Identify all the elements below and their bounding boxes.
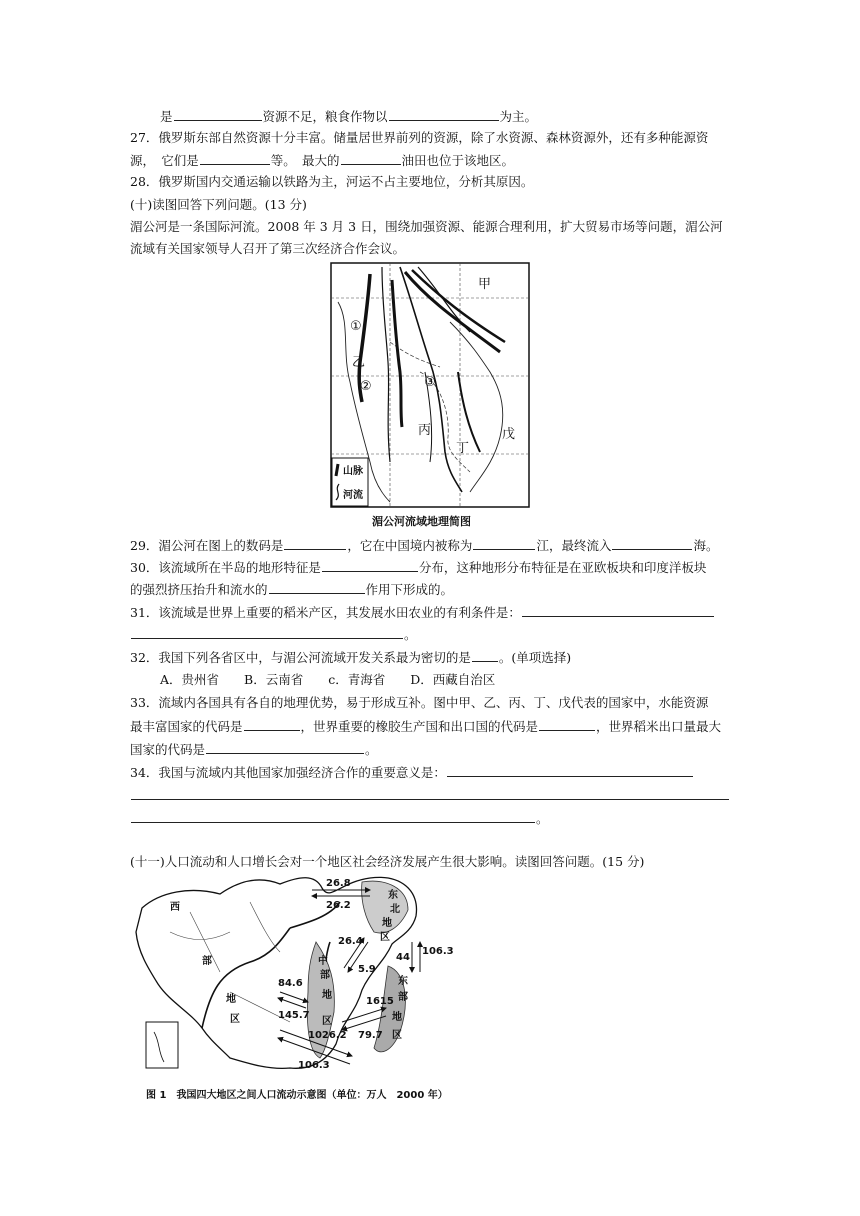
q33-line2: 最丰富国家的代码是 ，世界重要的橡胶生产国和出口国的代码是 ，世界稻米出口量最大 [130,719,722,734]
q27-line1: 27．俄罗斯东部自然资源十分丰富。储量居世界前列的资源，除了水资源、森林资源外，还有多种能源资 [130,130,709,145]
blank [389,108,499,121]
region-central-3: 地 [322,990,332,1001]
map-label-wu: 戊 [502,427,516,442]
china-flow-map-svg [130,872,454,1084]
flow-label-1: 26.2 [326,900,351,911]
china-flow-map [130,872,454,1084]
region-ne-1: 东 [388,890,398,901]
map-label-n2: ② [360,379,372,394]
q32: 32．我国下列各省区中，与湄公河流域开发关系最为密切的是 。(单项选择) [130,650,572,665]
blank [131,626,403,639]
blank [539,718,595,731]
legend-river: 河流 [343,490,363,501]
q31-line2: 。 [130,626,417,643]
blank [522,604,714,617]
flow-label-8: 1615 [366,996,394,1007]
region-west-1: 西 [170,902,180,913]
q34-line1: 34．我国与流域内其他国家加强经济合作的重要意义是： [130,764,694,781]
flow-label-10: 1026.2 [308,1030,347,1041]
section10-title: (十)读图回答下列问题。(13 分) [130,197,307,212]
q34-line2 [130,787,730,804]
flow-label-6: 106.3 [422,946,454,957]
mekong-map-caption: 湄公河流域地理简图 [372,515,471,528]
blank [131,787,729,800]
blank [200,152,270,165]
region-ne-3: 地 [382,918,392,929]
flow-label-7: 44 [396,952,410,963]
region-ne-2: 北 [390,904,400,915]
region-east-3: 地 [392,1012,402,1023]
map-label-n1: ① [350,319,362,334]
china-flow-map-caption: 图 1 我国四大地区之间人口流动示意图（单位：万人 2000 年） [146,1090,448,1101]
blank [447,764,693,777]
flow-label-5: 5.9 [358,964,376,975]
region-west-2: 部 [202,956,212,967]
q27-line2: 源， 它们是 等。 最大的 油田也位于该地区。 [130,153,515,168]
map-label-jia: 甲 [478,277,492,292]
q33-line3: 国家的代码是 。 [130,742,378,757]
blank [473,537,535,550]
q26-tail: 是 资源不足，粮食作物以 为主。 [160,109,538,124]
region-west-3: 地 [226,994,236,1005]
blank [131,810,535,823]
section10-intro2: 流域有关国家领导人召开了第三次经济合作会议。 [130,241,406,256]
blank [284,537,346,550]
q30-line1: 30．该流域所在半岛的地形特征是 分布，这种地形分布特征是在亚欧板块和印度洋板块 [130,560,707,575]
mekong-map [330,262,530,508]
region-west-4: 区 [230,1014,240,1025]
blank [341,152,401,165]
q32-options: A．贵州省 B．云南省 c．青海省 D．西藏自治区 [160,672,496,687]
q29: 29．湄公河在图上的数码是 ，它在中国境内被称为 江，最终流入 海。 [130,538,719,553]
blank [322,559,418,572]
mekong-map-svg [330,262,530,508]
q30-line2: 的强烈挤压抬升和流水的 作用下形成的。 [130,582,454,597]
blank [174,108,262,121]
map-label-yi: 乙 [352,355,366,370]
blank [244,718,300,731]
flow-label-3: 145.7 [278,1010,310,1021]
region-east-4: 区 [392,1030,402,1041]
flow-label-4: 26.4 [338,936,363,947]
map-label-ding: 丁 [456,441,470,456]
q33-line1: 33．流域内各国具有各自的地理优势，易于形成互补。图中甲、乙、丙、丁、戊代表的国家中，水能资源 [130,695,709,710]
region-east-1: 东 [398,976,408,987]
section11-title: (十一)人口流动和人口增长会对一个地区社会经济发展产生很大影响。读图回答问题。(15 分) [130,854,645,869]
region-east-2: 部 [398,992,408,1003]
region-central-1: 中 [318,956,328,967]
q28: 28．俄罗斯国内交通运输以铁路为主，河运不占主要地位，分析其原因。 [130,174,534,189]
flow-label-0: 26.8 [326,878,351,889]
blank [612,537,692,550]
flow-label-11: 106.3 [298,1060,330,1071]
blank [472,649,498,662]
flow-label-2: 84.6 [278,978,303,989]
region-central-4: 区 [322,1016,332,1027]
blank [269,581,365,594]
region-ne-4: 区 [380,932,390,943]
region-central-2: 部 [320,970,330,981]
flow-label-9: 79.7 [358,1030,383,1041]
section10-intro1: 湄公河是一条国际河流。2008 年 3 月 3 日，围绕加强资源、能源合理利用，扩大贸易市场等问题，湄公河 [130,219,723,234]
legend-mountain: 山脉 [343,466,363,477]
map-label-bing: 丙 [418,423,432,438]
blank [206,741,364,754]
map-label-n3: ③ [424,375,436,390]
q31-line1: 31．该流域是世界上重要的稻米产区，其发展水田农业的有利条件是： [130,604,715,621]
q34-line3: 。 [130,810,549,827]
